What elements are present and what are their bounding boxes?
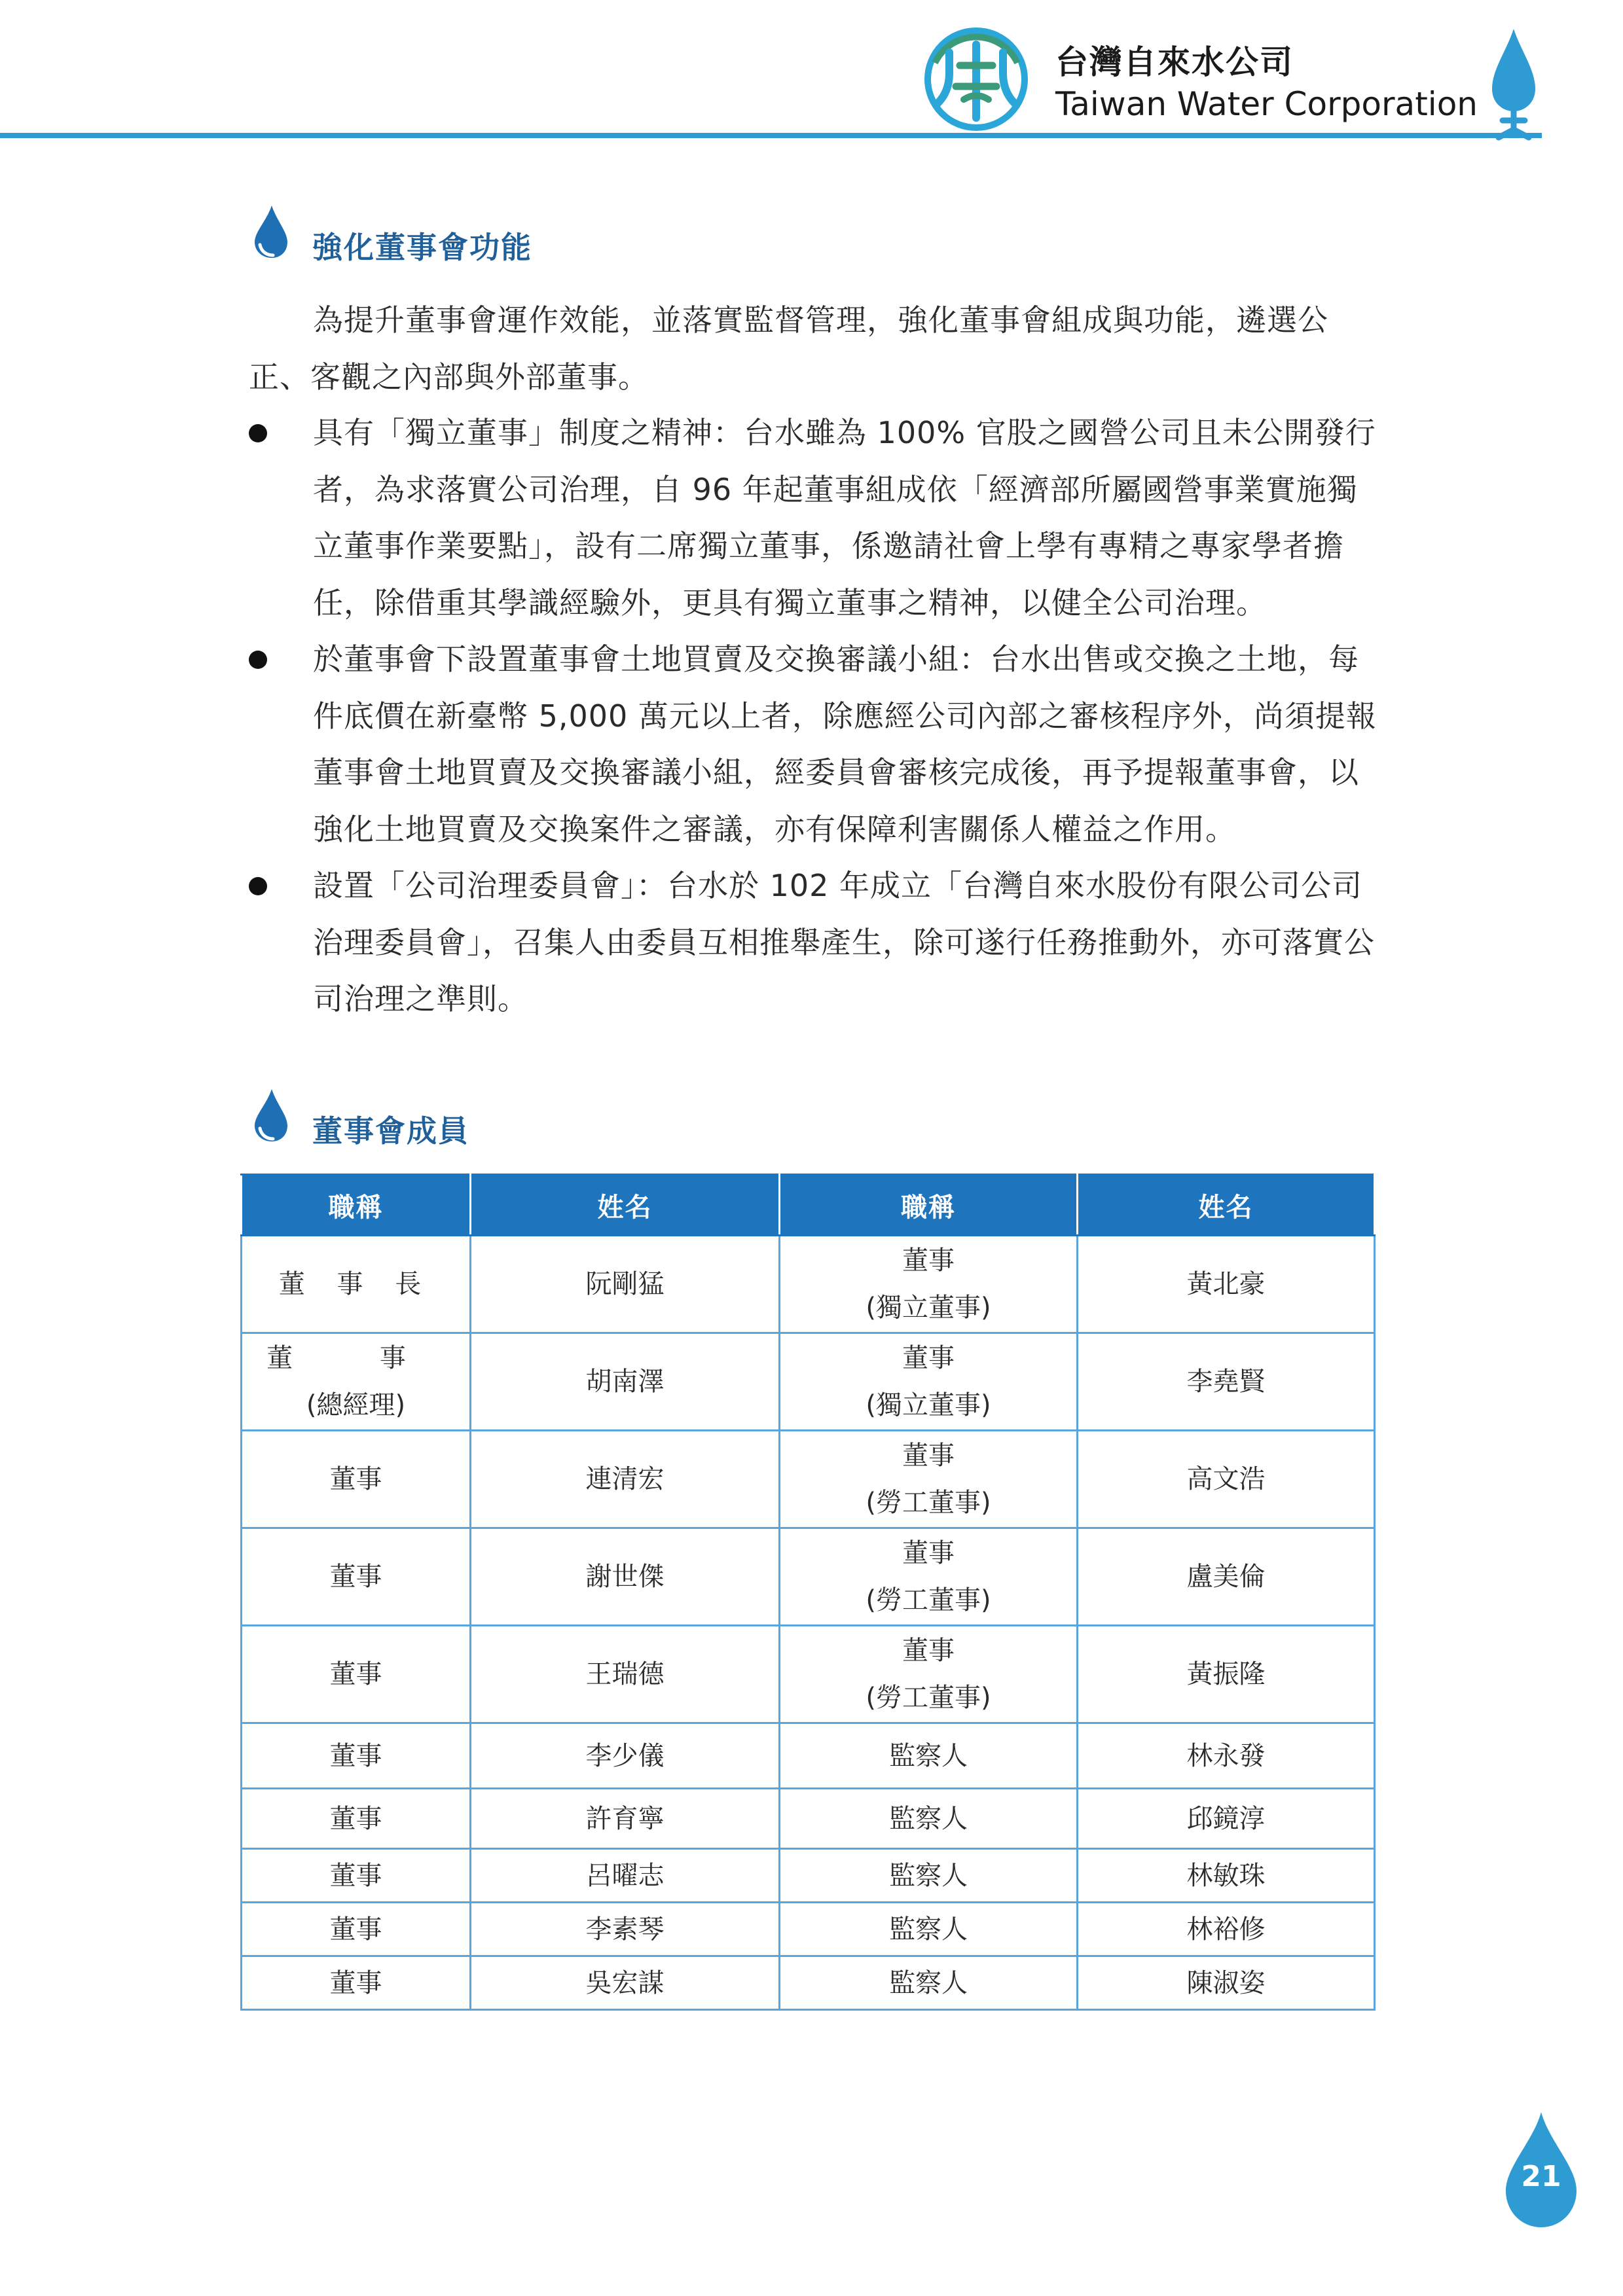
table-row: [242, 1903, 1375, 1956]
member-title: 董事: [242, 1723, 471, 1789]
section-title-board-function: 強化董事會功能: [312, 230, 532, 265]
header-rule: [0, 133, 1542, 138]
bullet-land-review-group: [249, 631, 1378, 857]
member-name: 高文浩: [1078, 1431, 1375, 1528]
table-row: [242, 1333, 1375, 1431]
table-row: [242, 1849, 1375, 1903]
bullet-independent-directors: [249, 404, 1378, 631]
member-title: 董事: [242, 1789, 471, 1849]
member-title: 監察人: [780, 1723, 1078, 1789]
member-title: 監察人: [780, 1789, 1078, 1849]
page-number: 21: [1521, 2160, 1561, 2193]
member-name: 阮剛猛: [471, 1236, 780, 1333]
member-title: 董事 (獨立董事): [780, 1333, 1078, 1431]
table-header-row: [242, 1175, 1375, 1236]
member-title: 董事 (勞工董事): [780, 1626, 1078, 1723]
member-title: 董事: [242, 1956, 471, 2010]
member-name: 連清宏: [471, 1431, 780, 1528]
member-name: 李堯賢: [1078, 1333, 1375, 1431]
table-row: [242, 1528, 1375, 1626]
member-title: 董事: [242, 1626, 471, 1723]
member-title: 董事: [242, 1431, 471, 1528]
member-title: 董 事 (總經理): [242, 1333, 471, 1431]
company-name-zh: 台灣自來水公司: [1055, 43, 1294, 81]
water-drop-icon: [251, 1088, 290, 1143]
table-row: [242, 1626, 1375, 1723]
member-name: 李素琴: [471, 1903, 780, 1956]
member-title: 監察人: [780, 1849, 1078, 1903]
member-name: 呂曜志: [471, 1849, 780, 1903]
bullet-text: 於董事會下設置董事會土地買賣及交換審議小組：台水出售或交換之土地，每件底價在新臺幣 5,000 萬元以上者，除應經公司內部之審核程序外，尚須提報董事會土地買賣及交換審議小組，經委員會審核完成後，再予提報董事會，以強化土地買賣及交換案件之審議，亦有保障利害關係人權益之作用。: [313, 641, 1377, 847]
company-name-en: Taiwan Water Corporation: [1055, 85, 1478, 123]
member-name: 胡南澤: [471, 1333, 780, 1431]
member-name: 黃振隆: [1078, 1626, 1375, 1723]
member-title: 董 事 長: [242, 1236, 471, 1333]
bullet-dot-icon: [249, 651, 267, 669]
member-title: 董事 (勞工董事): [780, 1431, 1078, 1528]
table-row: [242, 1723, 1375, 1789]
member-name: 盧美倫: [1078, 1528, 1375, 1626]
taiwan-water-logo: [923, 26, 1029, 132]
member-title: 董事: [242, 1528, 471, 1626]
table-row: [242, 1431, 1375, 1528]
member-title: 監察人: [780, 1903, 1078, 1956]
member-title: 監察人: [780, 1956, 1078, 2010]
bullet-text: 設置「公司治理委員會」：台水於 102 年成立「台灣自來水股份有限公司公司治理委員會」，召集人由委員互相推舉產生，除可遂行任務推動外，亦可落實公司治理之準則。: [313, 868, 1375, 1016]
member-name: 林敏珠: [1078, 1849, 1375, 1903]
table-row: [242, 1236, 1375, 1333]
intro-paragraph: [249, 292, 1378, 405]
water-drop-mascot-icon: [1483, 26, 1545, 144]
intro-text: 為提升董事會運作效能，並落實監督管理，強化董事會組成與功能，遴選公正、客觀之內部與外部董事。: [249, 302, 1328, 395]
member-title: 董事 (勞工董事): [780, 1528, 1078, 1626]
member-name: 吳宏謀: [471, 1956, 780, 2010]
member-name: 林永發: [1078, 1723, 1375, 1789]
bullet-dot-icon: [249, 877, 267, 895]
member-name: 李少儀: [471, 1723, 780, 1789]
board-members-table: [240, 1174, 1376, 2011]
member-name: 黃北豪: [1078, 1236, 1375, 1333]
header-title-2: 職稱: [780, 1175, 1078, 1236]
header-name-1: 姓名: [471, 1175, 780, 1236]
member-title: 董事: [242, 1903, 471, 1956]
bullet-dot-icon: [249, 424, 267, 442]
member-title: 董事 (獨立董事): [780, 1236, 1078, 1333]
member-name: 陳淑姿: [1078, 1956, 1375, 2010]
section-title-board-members: 董事會成員: [312, 1113, 469, 1149]
member-name: 謝世傑: [471, 1528, 780, 1626]
bullet-governance-committee: [249, 857, 1378, 1028]
table-row: [242, 1956, 1375, 2010]
member-name: 林裕修: [1078, 1903, 1375, 1956]
bullet-text: 具有「獨立董事」制度之精神：台水雖為 100% 官股之國營公司且未公開發行者，為求落實公司治理，自 96 年起董事組成依「經濟部所屬國營事業實施獨立董事作業要點」，設有二席獨立董事，係邀請社會上學有專精之專家學者擔任，除借重其學識經驗外，更具有獨立董事之精神，以健全公司治理。: [313, 415, 1376, 620]
header-name-2: 姓名: [1078, 1175, 1375, 1236]
member-name: 王瑞德: [471, 1626, 780, 1723]
member-name: 邱鏡淳: [1078, 1789, 1375, 1849]
member-title: 董事: [242, 1849, 471, 1903]
member-name: 許育寧: [471, 1789, 780, 1849]
header-title-1: 職稱: [242, 1175, 471, 1236]
water-drop-icon: [251, 204, 290, 259]
table-row: [242, 1789, 1375, 1849]
